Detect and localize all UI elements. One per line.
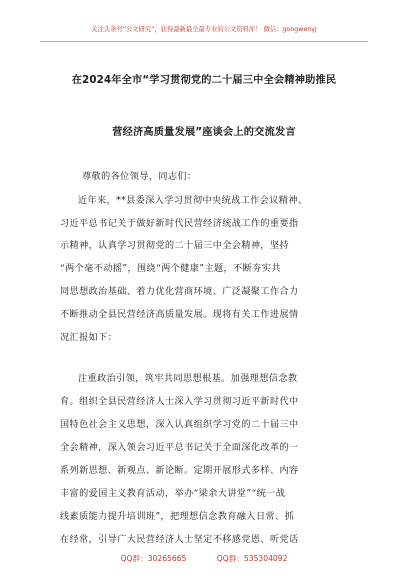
header-banner: 关注头条号“公文研究”，获得最新最全最专业的公文资料库！ 微信：gongwenyj (40, 24, 368, 42)
document-title-line-2: 营经济高质量发展”座谈会上的交流发言 (112, 127, 296, 138)
body-line: “两个毫不动摇”，围绕“两个健康”主题，不断夯实共 (60, 264, 281, 274)
footer-qq-group-2: QQ群：535304092 (216, 554, 288, 563)
body-line: 况汇报如下： (60, 333, 118, 343)
body-line: 近年来，**县委深入学习贯彻中央统战工作会议精神、 (78, 196, 308, 206)
body-line: 在经常，引导广大民营经济人士坚定不移感党恩、听党话 (60, 535, 299, 545)
body-line: 全会精神，深入领会习近平总书记关于全面深化改革的一 (60, 443, 299, 453)
body-line: 习近平总书记关于做好新时代民营经济统战工作的重要指 (60, 219, 299, 229)
document-title-line-1: 在2024年全市“学习贯彻党的二十届三中全会精神助推民 (71, 75, 337, 86)
body-line: 注重政治引领，筑牢共同思想根基。加强理想信念教 (78, 374, 298, 384)
footer-qq-group-1: QQ群：30265665 (120, 554, 187, 563)
body-line: 不断推动全县民营经济高质量发展。现将有关工作进展情 (60, 310, 299, 320)
body-line: 育。组织全县民营经济人士深入学习贯彻习近平新时代中 (60, 397, 299, 407)
body-line: 同思想政治基础、着力优化营商环境、广泛凝聚工作合力 (60, 287, 299, 297)
salutation: 尊敬的各位领导，同志们： (82, 172, 197, 182)
body-line: 国特色社会主义思想，深入认真组织学习党的二十届三中 (60, 420, 299, 430)
body-line: 系列新思想、新观点、新论断。定期开展形式多样、内容 (60, 466, 299, 476)
body-line: 线素质能力提升培训班”，把理想信念教育融入日常、抓 (60, 512, 295, 522)
body-line: 丰富的爱国主义教育活动，举办“梁余大讲堂”“统一战 (60, 489, 286, 499)
body-line: 示精神，认真学习贯彻党的二十届三中全会精神，坚持 (60, 241, 290, 251)
footer (0, 553, 408, 564)
